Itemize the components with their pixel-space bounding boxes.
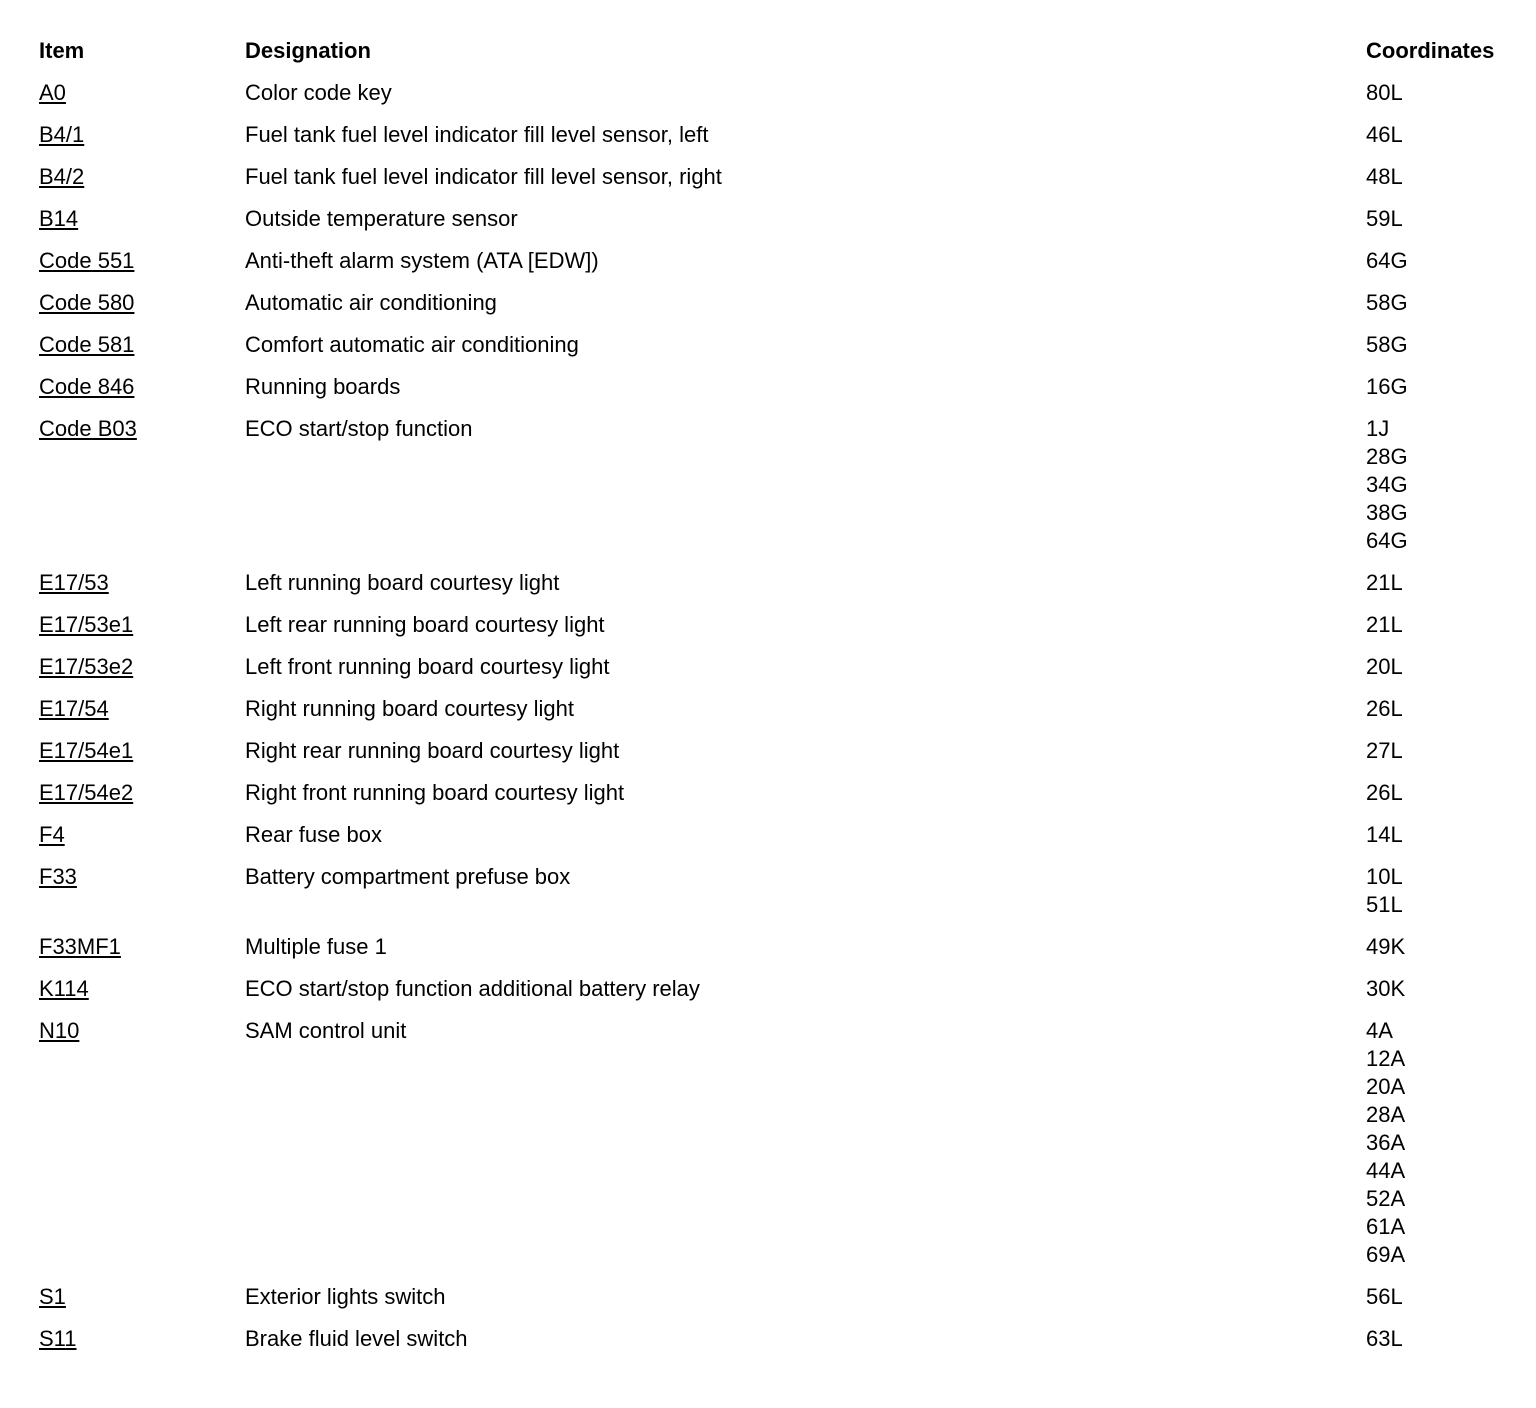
table-row (39, 282, 1529, 324)
coordinate-value: 21L (1366, 612, 1403, 637)
header-item: Item (39, 38, 85, 63)
item-cell (39, 289, 245, 317)
coordinates-cell (1366, 863, 1529, 919)
coordinate-value: 64G (1366, 248, 1408, 273)
coordinates-cell (1366, 289, 1529, 317)
coordinates-cell (1366, 779, 1529, 807)
designation-cell: Rear fuse box (245, 822, 382, 847)
item-link[interactable]: A0 (39, 80, 66, 105)
coordinate-value: 34G (1366, 472, 1408, 497)
coordinate-value: 27L (1366, 738, 1403, 763)
coordinate-value: 38G (1366, 500, 1408, 525)
coordinates-cell (1366, 933, 1529, 961)
table-row (39, 366, 1529, 408)
item-link[interactable]: E17/53 (39, 570, 109, 595)
table-row (39, 646, 1529, 688)
item-link[interactable]: S11 (39, 1326, 77, 1351)
coordinate-value: 58G (1366, 332, 1408, 357)
coordinate-value: 10L (1366, 864, 1403, 889)
item-cell (39, 247, 245, 275)
coordinates-cell (1366, 653, 1529, 681)
table-row (39, 730, 1529, 772)
table-row (39, 72, 1529, 114)
coordinates-cell (1366, 121, 1529, 149)
coordinate-value: 52A (1366, 1186, 1406, 1211)
table-row (39, 156, 1529, 198)
designation-cell: Fuel tank fuel level indicator fill level sensor, right (245, 164, 722, 189)
table-row (39, 856, 1529, 926)
item-link[interactable]: Code 551 (39, 248, 135, 273)
coordinate-value: 21L (1366, 570, 1403, 595)
coordinates-cell (1366, 247, 1529, 275)
table-row (39, 114, 1529, 156)
item-link[interactable]: S1 (39, 1284, 66, 1309)
table-row (39, 562, 1529, 604)
item-cell (39, 863, 245, 891)
coordinate-value: 61A (1366, 1214, 1406, 1239)
item-link[interactable]: E17/54e2 (39, 780, 134, 805)
table-row (39, 926, 1529, 968)
item-cell (39, 1325, 245, 1353)
item-cell (39, 611, 245, 639)
item-link[interactable]: Code 580 (39, 290, 135, 315)
item-link[interactable]: E17/53e1 (39, 612, 134, 637)
designation-cell: Left rear running board courtesy light (245, 612, 605, 637)
table-row (39, 240, 1529, 282)
coordinate-value: 48L (1366, 164, 1403, 189)
item-cell (39, 1283, 245, 1311)
coordinate-value: 46L (1366, 122, 1403, 147)
coordinate-value: 1J (1366, 416, 1390, 441)
item-link[interactable]: F33MF1 (39, 934, 121, 959)
coordinate-value: 16G (1366, 374, 1408, 399)
item-link[interactable]: B4/2 (39, 164, 85, 189)
designation-cell: Left front running board courtesy light (245, 654, 610, 679)
designation-cell: Right front running board courtesy light (245, 780, 625, 805)
coordinate-value: 64G (1366, 528, 1408, 553)
coordinates-cell (1366, 821, 1529, 849)
designation-cell: Right rear running board courtesy light (245, 738, 620, 763)
header-designation: Designation (245, 38, 371, 63)
designation-cell: Comfort automatic air conditioning (245, 332, 579, 357)
coordinate-value: 58G (1366, 290, 1408, 315)
item-cell (39, 975, 245, 1003)
coordinate-value: 36A (1366, 1130, 1406, 1155)
table-row (39, 198, 1529, 240)
coordinate-value: 49K (1366, 934, 1406, 959)
item-link[interactable]: Code 581 (39, 332, 135, 357)
coordinate-value: 14L (1366, 822, 1403, 847)
coordinate-value: 20L (1366, 654, 1403, 679)
item-cell (39, 1017, 245, 1045)
item-cell (39, 415, 245, 443)
item-cell (39, 373, 245, 401)
coordinate-value: 59L (1366, 206, 1403, 231)
item-link[interactable]: Code B03 (39, 416, 137, 441)
designation-cell: Right running board courtesy light (245, 696, 574, 721)
item-cell (39, 933, 245, 961)
table-row (39, 1276, 1529, 1318)
designation-cell: Outside temperature sensor (245, 206, 518, 231)
item-cell (39, 205, 245, 233)
coordinates-cell (1366, 331, 1529, 359)
coordinate-value: 20A (1366, 1074, 1406, 1099)
coordinate-value: 63L (1366, 1326, 1403, 1351)
coordinates-cell (1366, 1017, 1529, 1269)
coordinate-value: 26L (1366, 696, 1403, 721)
coordinate-value: 56L (1366, 1284, 1403, 1309)
item-link[interactable]: B14 (39, 206, 79, 231)
coordinates-cell (1366, 695, 1529, 723)
table-row (39, 688, 1529, 730)
coordinate-value: 28A (1366, 1102, 1406, 1127)
designation-cell: Brake fluid level switch (245, 1326, 468, 1351)
coordinates-cell (1366, 415, 1529, 555)
coordinate-value: 30K (1366, 976, 1406, 1001)
table-row (39, 772, 1529, 814)
coordinate-value: 80L (1366, 80, 1403, 105)
designation-cell: ECO start/stop function (245, 416, 473, 441)
item-cell (39, 653, 245, 681)
item-cell (39, 121, 245, 149)
coordinates-cell (1366, 569, 1529, 597)
table-row (39, 968, 1529, 1010)
coordinates-cell (1366, 205, 1529, 233)
item-link[interactable]: E17/53e2 (39, 654, 134, 679)
coordinates-cell (1366, 373, 1529, 401)
designation-cell: Color code key (245, 80, 392, 105)
item-cell (39, 569, 245, 597)
coordinate-value: 51L (1366, 892, 1403, 917)
item-link[interactable]: Code 846 (39, 374, 135, 399)
coordinates-cell (1366, 163, 1529, 191)
table-header-row (39, 30, 1529, 72)
table-row (39, 408, 1529, 562)
component-legend-table (39, 30, 1529, 1360)
item-link[interactable]: K114 (39, 976, 89, 1001)
designation-cell: SAM control unit (245, 1018, 407, 1043)
coordinate-value: 44A (1366, 1158, 1406, 1183)
coordinate-value: 28G (1366, 444, 1408, 469)
designation-cell: Fuel tank fuel level indicator fill level sensor, left (245, 122, 709, 147)
designation-cell: Automatic air conditioning (245, 290, 497, 315)
item-cell (39, 779, 245, 807)
designation-cell: Exterior lights switch (245, 1284, 446, 1309)
coordinates-cell (1366, 611, 1529, 639)
table-row (39, 1010, 1529, 1276)
item-cell (39, 737, 245, 765)
table-row (39, 604, 1529, 646)
designation-cell: Anti-theft alarm system (ATA [EDW]) (245, 248, 599, 273)
table-row (39, 1318, 1529, 1360)
item-link[interactable]: E17/54e1 (39, 738, 134, 763)
table-body (39, 72, 1529, 1360)
item-link[interactable]: B4/1 (39, 122, 85, 147)
designation-cell: Left running board courtesy light (245, 570, 560, 595)
coordinate-value: 69A (1366, 1242, 1406, 1267)
coordinate-value: 4A (1366, 1018, 1393, 1043)
item-cell (39, 79, 245, 107)
table-row (39, 814, 1529, 856)
item-link[interactable]: N10 (39, 1018, 80, 1043)
designation-cell: Battery compartment prefuse box (245, 864, 571, 889)
designation-cell: ECO start/stop function additional battery relay (245, 976, 700, 1001)
item-cell (39, 163, 245, 191)
table-row (39, 324, 1529, 366)
item-cell (39, 695, 245, 723)
item-link[interactable]: E17/54 (39, 696, 109, 721)
coordinates-cell (1366, 79, 1529, 107)
coordinate-value: 26L (1366, 780, 1403, 805)
item-cell (39, 331, 245, 359)
coordinates-cell (1366, 1325, 1529, 1353)
header-coordinates: Coordinates (1366, 38, 1495, 63)
item-link[interactable]: F4 (39, 822, 65, 847)
coordinates-cell (1366, 975, 1529, 1003)
coordinates-cell (1366, 1283, 1529, 1311)
designation-cell: Multiple fuse 1 (245, 934, 387, 959)
designation-cell: Running boards (245, 374, 401, 399)
coordinates-cell (1366, 737, 1529, 765)
coordinate-value: 12A (1366, 1046, 1406, 1071)
item-link[interactable]: F33 (39, 864, 77, 889)
item-cell (39, 821, 245, 849)
